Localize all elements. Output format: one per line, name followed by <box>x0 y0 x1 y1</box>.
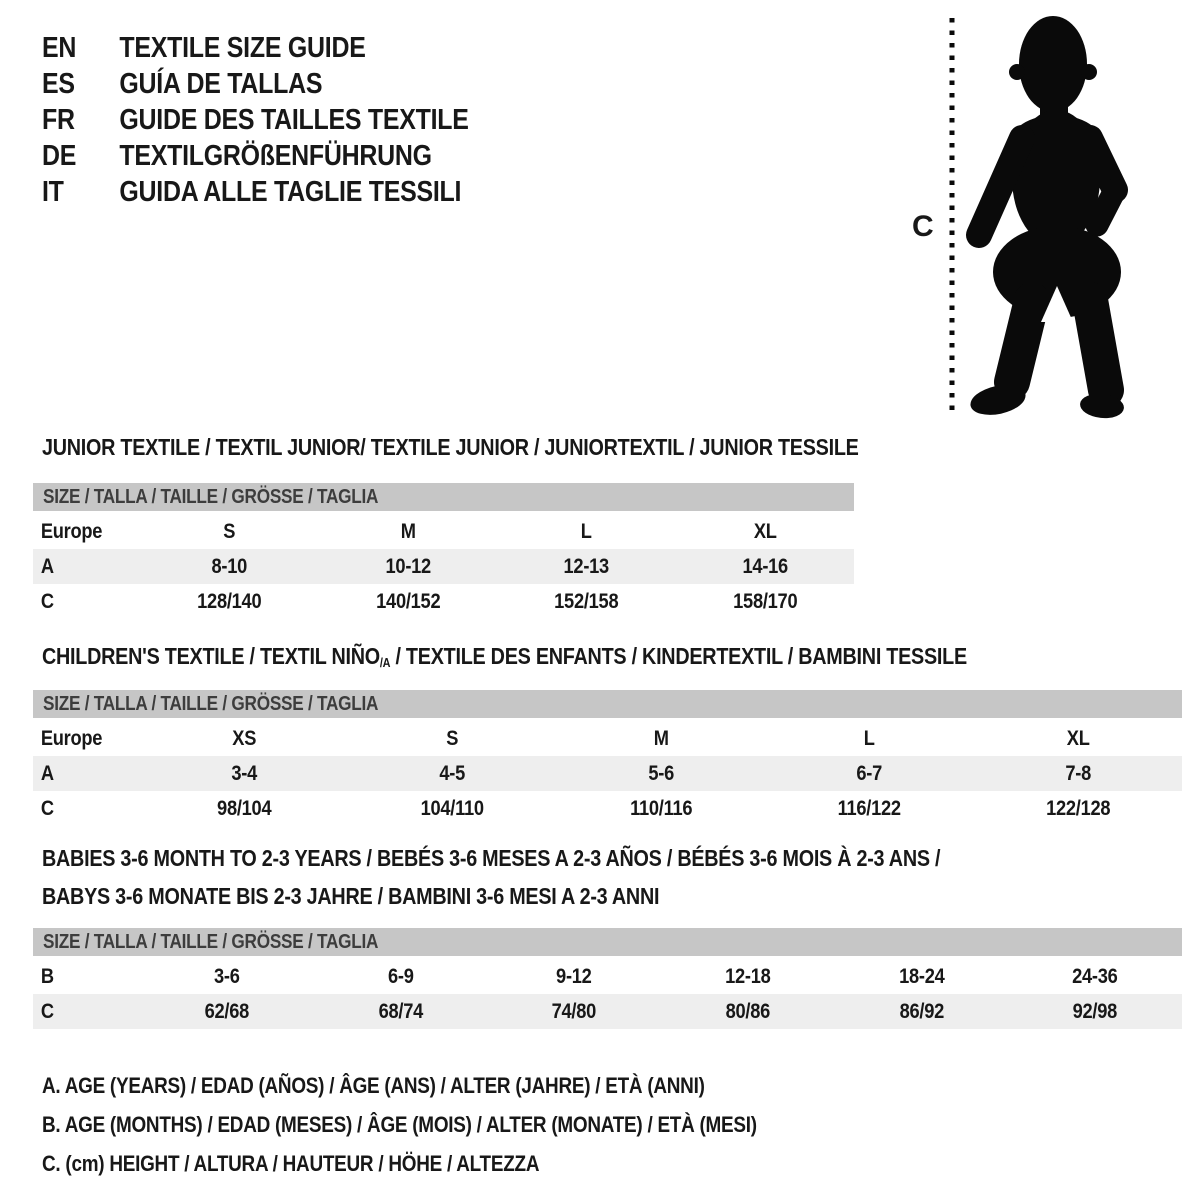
table-cell: 10-12 <box>385 554 431 578</box>
table-cell: 14-16 <box>742 554 788 578</box>
language-row-de <box>42 138 469 174</box>
table-row-europe <box>33 514 854 549</box>
table-cell: 104/110 <box>421 796 485 820</box>
language-code: DE <box>42 139 77 172</box>
table-cell: XS <box>232 726 257 750</box>
language-title: TEXTILGRÖßENFÜHRUNG <box>119 139 432 172</box>
table-cell: 3-6 <box>214 964 240 988</box>
table-cell: XL <box>753 519 777 543</box>
children-title-rest: / TEXTILE DES ENFANTS / KINDERTEXTIL / BAMBINI TESSILE <box>390 643 967 669</box>
junior-size-table <box>33 483 854 619</box>
table-cell: 74/80 <box>551 999 597 1023</box>
table-cell: L <box>580 519 592 543</box>
language-title: GUÍA DE TALLAS <box>119 67 323 100</box>
row-label: C <box>40 999 54 1023</box>
table-row-height <box>33 791 1182 826</box>
row-label: Europe <box>40 726 103 750</box>
table-row-height <box>33 584 854 619</box>
legend-line-c: C. (cm) HEIGHT / ALTURA / HAUTEUR / HÖHE / ALTEZZA <box>42 1150 540 1176</box>
table-cell: 3-4 <box>231 761 258 785</box>
table-cell: M <box>400 519 416 543</box>
size-table-header: SIZE / TALLA / TAILLE / GRÖSSE / TAGLIA <box>33 690 1182 718</box>
table-row-age <box>33 756 1182 791</box>
table-cell: 62/68 <box>204 999 250 1023</box>
table-cell: 68/74 <box>378 999 423 1023</box>
row-label: A <box>40 554 54 578</box>
row-label: C <box>40 796 54 820</box>
table-cell: 9-12 <box>556 964 592 988</box>
table-cell: S <box>446 726 459 750</box>
junior-section-title: JUNIOR TEXTILE / TEXTIL JUNIOR/ TEXTILE JUNIOR / JUNIORTEXTIL / JUNIOR TESSILE <box>42 434 859 460</box>
table-cell: 122/128 <box>1045 796 1110 820</box>
babies-size-table <box>33 928 1182 1029</box>
children-size-table <box>33 690 1182 826</box>
language-row-es <box>42 66 469 102</box>
language-title-list <box>42 30 538 210</box>
language-code: EN <box>42 31 77 64</box>
row-label: C <box>40 589 54 613</box>
language-code: ES <box>42 67 75 100</box>
table-cell: 12-13 <box>563 554 609 578</box>
table-cell: 7-8 <box>1065 761 1091 785</box>
height-measure-label: C <box>912 210 934 243</box>
size-table-header: SIZE / TALLA / TAILLE / GRÖSSE / TAGLIA <box>33 928 1182 956</box>
toddler-silhouette-image <box>956 10 1146 420</box>
table-cell: M <box>653 726 669 750</box>
table-cell: 158/170 <box>732 589 797 613</box>
row-label: B <box>40 964 54 988</box>
table-cell: XL <box>1066 726 1090 750</box>
table-cell: 152/158 <box>554 589 619 613</box>
language-row-fr <box>42 102 469 138</box>
language-title: GUIDE DES TAILLES TEXTILE <box>119 103 469 136</box>
table-cell: 86/92 <box>899 999 944 1023</box>
children-title-subscript: /A <box>379 655 391 670</box>
children-section-title <box>42 643 1118 670</box>
table-cell: 5-6 <box>648 761 674 785</box>
table-cell: L <box>863 726 875 750</box>
size-table-header: SIZE / TALLA / TAILLE / GRÖSSE / TAGLIA <box>33 483 854 511</box>
table-cell: 4-5 <box>439 761 466 785</box>
table-cell: 12-18 <box>725 964 771 988</box>
babies-section-title-line2: BABYS 3-6 MONATE BIS 2-3 JAHRE / BAMBINI 3-6 MESI A 2-3 ANNI <box>42 883 660 909</box>
table-row-height <box>33 994 1182 1029</box>
table-cell: S <box>223 519 236 543</box>
table-cell: 92/98 <box>1072 999 1118 1023</box>
table-cell: 24-36 <box>1072 964 1118 988</box>
table-cell: 6-7 <box>856 761 883 785</box>
language-code: IT <box>42 175 64 208</box>
table-cell: 6-9 <box>387 964 414 988</box>
language-row-it <box>42 174 469 210</box>
table-cell: 18-24 <box>898 964 945 988</box>
legend-line-b: B. AGE (MONTHS) / EDAD (MESES) / ÂGE (MOIS) / ALTER (MONATE) / ETÀ (MESI) <box>42 1111 757 1137</box>
table-row-age-months <box>33 959 1182 994</box>
table-cell: 128/140 <box>197 589 262 613</box>
table-cell: 140/152 <box>375 589 440 613</box>
table-cell: 80/86 <box>725 999 771 1023</box>
table-row-age <box>33 549 854 584</box>
legend-line-a: A. AGE (YEARS) / EDAD (AÑOS) / ÂGE (ANS) / ALTER (JAHRE) / ETÀ (ANNI) <box>42 1072 705 1098</box>
language-title: GUIDA ALLE TAGLIE TESSILI <box>119 175 462 208</box>
row-label: Europe <box>40 519 103 543</box>
children-title-main: CHILDREN'S TEXTILE / TEXTIL NIÑO <box>42 643 380 669</box>
language-row-en <box>42 30 469 66</box>
table-cell: 110/116 <box>629 796 693 820</box>
table-row-europe <box>33 721 1182 756</box>
language-title: TEXTILE SIZE GUIDE <box>119 31 366 64</box>
babies-section-title-line1: BABIES 3-6 MONTH TO 2-3 YEARS / BEBÉS 3-6 MESES A 2-3 AÑOS / BÉBÉS 3-6 MOIS À 2-3 ANS / <box>42 845 941 871</box>
measure-legend <box>42 1066 873 1183</box>
table-cell: 116/122 <box>837 796 902 820</box>
table-cell: 98/104 <box>217 796 272 820</box>
language-code: FR <box>42 103 75 136</box>
row-label: A <box>40 761 54 785</box>
table-cell: 8-10 <box>211 554 248 578</box>
